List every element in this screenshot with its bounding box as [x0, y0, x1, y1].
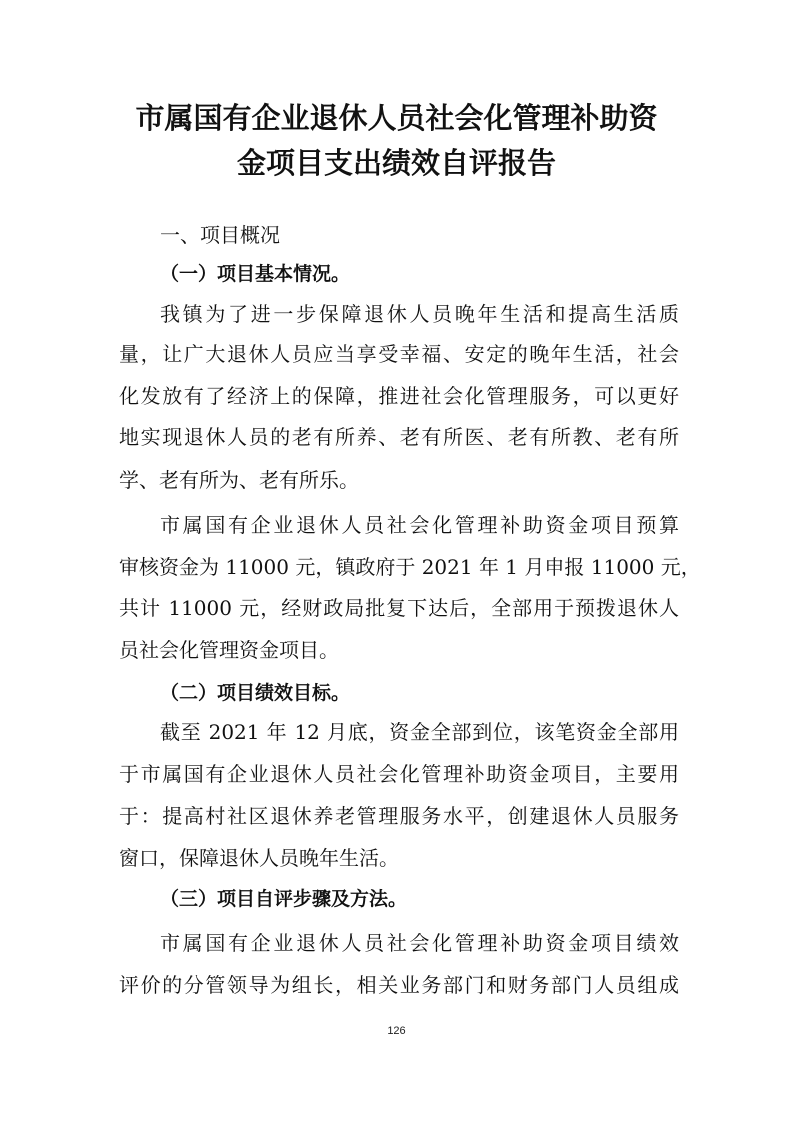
subsection-heading-basic-info: （一）项目基本情况。 — [160, 263, 351, 285]
document-title-line-2: 金项目支出绩效自评报告 — [236, 146, 556, 180]
subsection-heading-performance-goals: （二）项目绩效目标。 — [160, 682, 351, 704]
paragraph-line: 共计 11000 元，经财政局批复下达后，全部用于预拨退休人 — [119, 596, 679, 620]
paragraph-line: 评价的分管领导为组长，相关业务部门和财务部门人员组成 — [119, 973, 679, 997]
paragraph-line: 窗口，保障退休人员晚年生活。 — [119, 846, 399, 870]
paragraph-line: 员社会化管理资金项目。 — [119, 638, 339, 662]
paragraph-line: 我镇为了进一步保障退休人员晚年生活和提高生活质 — [160, 302, 679, 326]
paragraph-line: 量，让广大退休人员应当享受幸福、安定的晚年生活，社会 — [119, 342, 679, 366]
paragraph-line: 截至 2021 年 12 月底，资金全部到位，该笔资金全部用 — [160, 720, 679, 744]
paragraph-line: 审核资金为 11000 元，镇政府于 2021 年 1 月申报 11000 元， — [119, 555, 701, 579]
paragraph-line: 于市属国有企业退休人员社会化管理补助资金项目，主要用 — [119, 762, 679, 786]
document-title-line-1: 市属国有企业退休人员社会化管理补助资 — [135, 101, 658, 135]
section-heading-overview: 一、项目概况 — [160, 223, 280, 247]
paragraph-line: 于：提高村社区退休养老管理服务水平，创建退休人员服务 — [119, 804, 679, 828]
subsection-heading-self-evaluation: （三）项目自评步骤及方法。 — [160, 888, 408, 910]
paragraph-line: 化发放有了经济上的保障，推进社会化管理服务，可以更好 — [119, 384, 679, 408]
paragraph-line: 市属国有企业退休人员社会化管理补助资金项目预算 — [160, 513, 679, 537]
page-number: 126 — [387, 1025, 406, 1037]
paragraph-line: 学、老有所为、老有所乐。 — [119, 468, 359, 492]
paragraph-line: 地实现退休人员的老有所养、老有所医、老有所教、老有所 — [119, 425, 679, 449]
paragraph-line: 市属国有企业退休人员社会化管理补助资金项目绩效 — [160, 931, 679, 955]
